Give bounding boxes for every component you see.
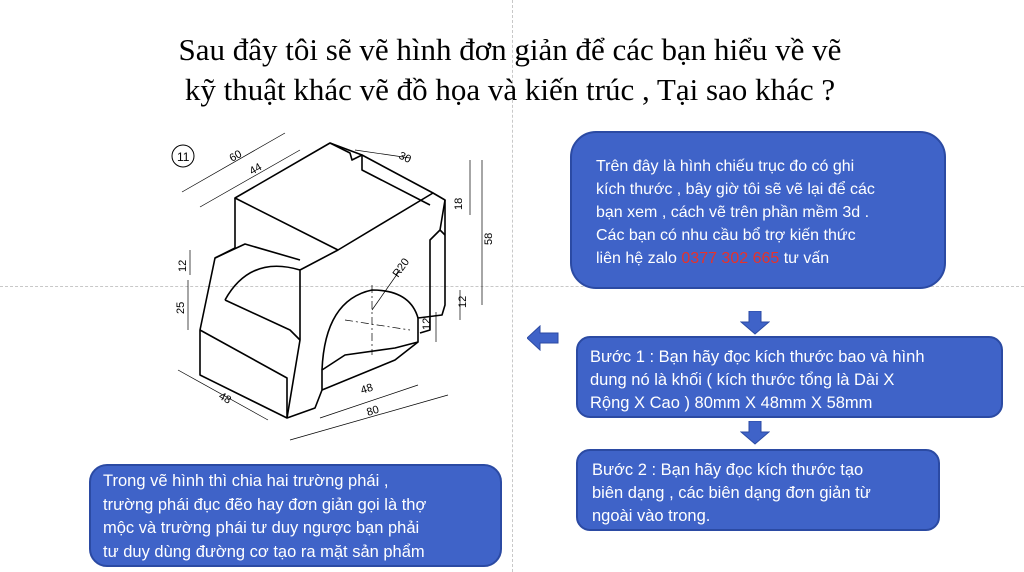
title-line-2: kỹ thuật khác vẽ đồ họa và kiến trúc , Tại sao khác ?	[184, 72, 836, 107]
dim-18: 18	[453, 197, 465, 210]
isometric-drawing	[160, 115, 500, 445]
dim-80: 80	[365, 403, 381, 419]
intro-contact-suffix: tư vấn	[779, 250, 830, 267]
dim-25: 25	[175, 301, 187, 314]
phone-number: 0377 302 665	[681, 250, 780, 267]
intro-line-1: Trên đây là hình chiếu trục đo có ghi	[596, 158, 855, 175]
dim-44: 44	[247, 161, 265, 178]
dim-58: 58	[483, 232, 495, 245]
schools-line-2: trường phái đục đẽo hay đơn giản gọi là thợ	[103, 495, 427, 514]
step1-line-3: Rộng X Cao ) 80mm X 48mm X 58mm	[590, 394, 873, 412]
intro-line-4: Các bạn có nhu cầu bổ trợ kiến thức	[596, 227, 856, 244]
schools-callout	[89, 464, 502, 567]
step2-line-1: Bước 2 : Bạn hãy đọc kích thước tạo	[592, 461, 864, 479]
step1-line-1: Bước 1 : Bạn hãy đọc kích thước bao và hình	[590, 348, 925, 366]
step2-line-2: biên dạng , các biên dạng đơn giản từ	[592, 484, 871, 502]
dim-12-step: 12	[421, 317, 433, 330]
slide-title	[60, 30, 960, 110]
intro-line-2: kích thước , bây giờ tôi sẽ vẽ lại để các	[596, 181, 875, 198]
dim-r20: R20	[390, 256, 413, 280]
intro-callout	[570, 131, 946, 289]
arrow-down-icon	[740, 311, 770, 335]
drawing-number: 11	[177, 150, 190, 164]
dim-12-left: 12	[177, 259, 189, 272]
dim-30: 30	[396, 149, 413, 166]
arrow-left-icon	[527, 325, 559, 351]
step2-line-3: ngoài vào trong.	[592, 507, 711, 525]
dim-60: 60	[227, 148, 245, 165]
step1-callout	[576, 336, 1003, 418]
schools-line-4: tư duy dùng đường cơ tạo ra mặt sản phẩm	[103, 542, 425, 561]
schools-line-3: mộc và trường phái tư duy ngược bạn phải	[103, 519, 420, 537]
dim-48-left: 48	[216, 390, 234, 407]
intro-contact-label: liên hệ zalo	[596, 250, 682, 267]
step2-callout	[576, 449, 940, 531]
intro-line-3: bạn xem , cách vẽ trên phần mềm 3d .	[596, 204, 870, 221]
intro-line-5	[596, 247, 924, 270]
dim-48-bottom: 48	[359, 381, 375, 397]
arrow-down-icon	[740, 421, 770, 445]
step1-line-2: dung nó là khối ( kích thước tổng là Dài X	[590, 371, 895, 389]
dim-12-right: 12	[457, 295, 469, 308]
title-line-1: Sau đây tôi sẽ vẽ hình đơn giản để các bạn hiểu về vẽ	[178, 32, 842, 67]
schools-line-1: Trong vẽ hình thì chia hai trường phái ,	[103, 472, 389, 490]
